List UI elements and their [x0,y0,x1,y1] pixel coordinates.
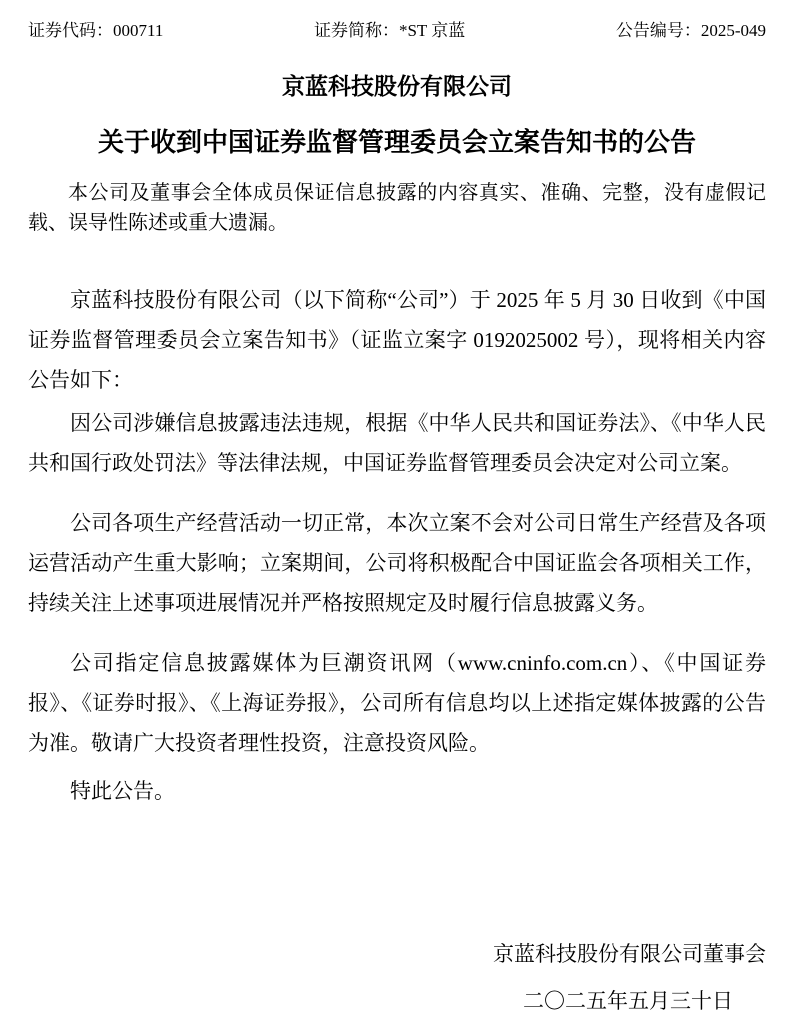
document-header [28,20,766,42]
stock-code-value: 000711 [113,21,164,40]
paragraph-receipt-notice: 京蓝科技股份有限公司（以下简称“公司”）于 2025 年 5 月 30 日收到《中国证券监督管理委员会立案告知书》（证监立案字 0192025002 号），现将相关内容公告如下： [28,288,766,392]
paragraph-business-impact: 公司各项生产经营活动一切正常，本次立案不会对公司日常生产经营及各项运营活动产生重大影响；立案期间，公司将积极配合中国证监会各项相关工作，持续关注上述事项进展情况并严格按照规定及时履行信息披露义务。 [28,511,766,615]
company-title: 京蓝科技股份有限公司 [282,73,512,99]
announcement-number [616,20,766,42]
announcement-number-label: 公告编号： [615,21,701,40]
paragraph-disclosure-media: 公司指定信息披露媒体为巨潮资讯网（www.cninfo.com.cn）、《中国证券报》、《证券时报》、《上海证券报》，公司所有信息均以上述指定媒体披露的公告为准。敬请广大投资者理性投资，注意投资风险。 [28,651,766,755]
stock-code [28,20,163,42]
announcement-title: 关于收到中国证券监督管理委员会立案告知书的公告 [97,127,696,157]
announcement-number-value: 2025-049 [700,21,766,40]
signature-date: 二〇二五年五月三十日 [523,989,733,1013]
stock-code-label: 证券代码： [28,21,113,40]
paragraph-investigation-reason: 因公司涉嫌信息披露违法违规，根据《中华人民共和国证券法》、《中华人民共和国行政处罚法》等法律法规，中国证券监督管理委员会决定对公司立案。 [28,411,766,475]
stock-short-name [314,20,465,42]
disclaimer-paragraph: 本公司及董事会全体成员保证信息披露的内容真实、准确、完整，没有虚假记载、误导性陈述或重大遗漏。 [28,182,766,234]
signature-company: 京蓝科技股份有限公司董事会 [493,942,766,966]
stock-short-name-value: *ST 京蓝 [398,21,466,40]
closing-statement: 特此公告。 [70,779,175,803]
stock-short-name-label: 证券简称： [313,21,399,40]
